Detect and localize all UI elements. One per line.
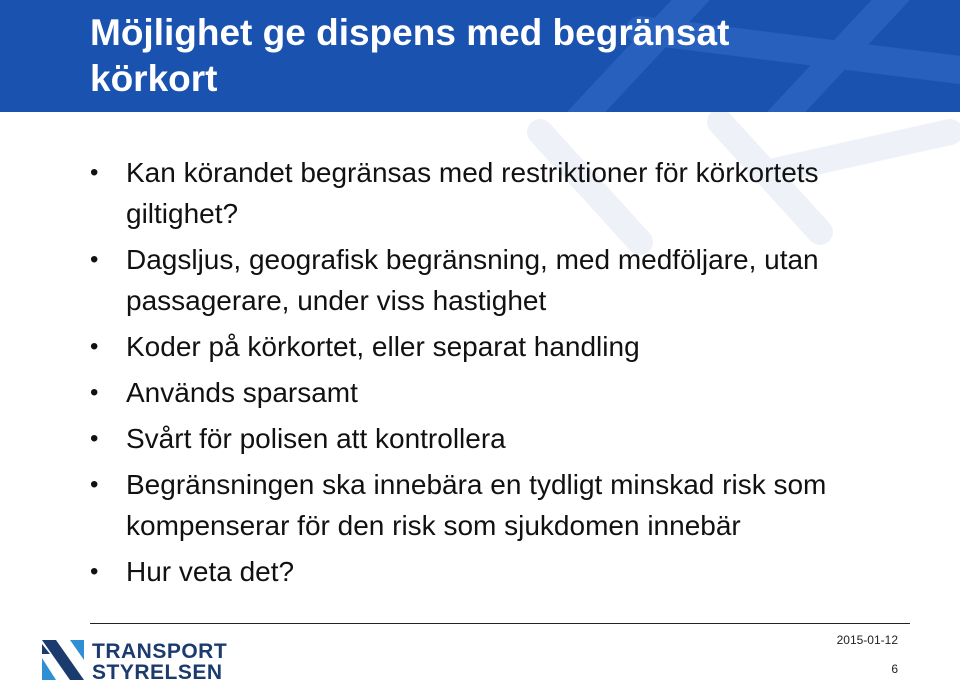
- bullet-text: Dagsljus, geografisk begränsning, med medföljare, utan passagerare, under viss hastighet: [126, 244, 819, 316]
- bullet-dot: •: [90, 425, 99, 452]
- footer-divider: [90, 623, 910, 624]
- bullet-list: [90, 152, 910, 597]
- bullet-dot: •: [90, 246, 99, 273]
- bullet-dot: •: [90, 558, 99, 585]
- bullet-item: [90, 418, 910, 459]
- bullet-text: Svårt för polisen att kontrollera: [126, 423, 506, 454]
- logo-line-2: STYRELSEN: [92, 661, 223, 684]
- bullet-text: Kan körandet begränsas med restriktioner för körkortets giltighet?: [126, 157, 819, 229]
- bullet-dot: •: [90, 159, 99, 186]
- slide-header: [0, 0, 960, 112]
- bullet-item: [90, 372, 910, 413]
- transportstyrelsen-logo-icon: [42, 640, 84, 680]
- bullet-text: Används sparsamt: [126, 377, 358, 408]
- bullet-text: Begränsningen ska innebära en tydligt minskad risk som kompenserar för den risk som sjukdomen innebär: [126, 469, 827, 541]
- bullet-item: [90, 152, 910, 234]
- slide-title: Möjlighet ge dispens med begränsat körkort: [90, 12, 730, 99]
- bullet-text: Koder på körkortet, eller separat handling: [126, 331, 640, 362]
- logo-wordmark: [92, 641, 227, 683]
- bullet-item: [90, 551, 910, 592]
- bullet-item: [90, 326, 910, 367]
- bullet-dot: •: [90, 471, 99, 498]
- bullet-dot: •: [90, 333, 99, 360]
- bullet-item: [90, 239, 910, 321]
- bullet-text: Hur veta det?: [126, 556, 295, 587]
- page-number: 6: [891, 662, 898, 676]
- slide-date: 2015-01-12: [836, 633, 898, 647]
- bullet-dot: •: [90, 379, 99, 406]
- logo-line-1: TRANSPORT: [92, 640, 228, 663]
- bullet-item: [90, 464, 910, 546]
